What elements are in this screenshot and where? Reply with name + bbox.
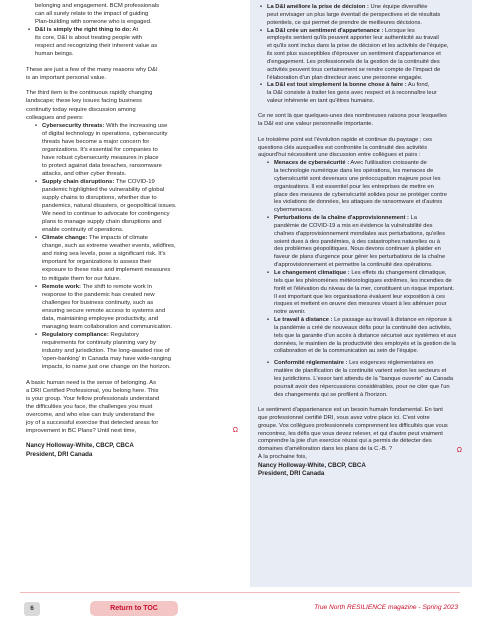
bullet-supply-chain-fr: • Perturbations de la chaîne d'approvisionnement : La pandémie de COVID-19 a mis en évidence la vulnérabilité des chaînes d'approvisionnement mondiales aux perturbations, qu'elles soient dues à des pandémies, à des catastrophes naturelles ou à des problèmes géopolitiques. Nous devons continuer à plaider en faveur de plans d'urgence pour gérer les perturbations de la chaîne d'approvisionnement et permettre la continuité des opérations. — [265, 215, 464, 270]
reasons-paragraph-fr: Ce ne sont là que quelques-unes des nombreuses raisons pour lesquelles la D&I est une valeur personnelle importante. — [258, 113, 447, 128]
signature-name: Nancy Holloway-White, CBCP, CBCA — [26, 442, 134, 450]
footer-divider — [20, 592, 460, 593]
bullet-remote-work-fr: • Le travail à distance : Le passage au travail à distance en réponse à la pandémie a créé de nouveaux défis pour la continuité des activités, tels que la garantie d'un accès à distance sécurisé aux systèmes et aux données, le maintien de la productivité des employés et la gestion de la collaboration et de la communication au sein de l'équipe. — [265, 317, 464, 356]
page-footer — [0, 598, 480, 620]
bullet-right-thing: • D&I is simply the right thing to do: At its core, D&I is about treating people with respect and recognizing their inherent value as human beings. — [26, 26, 244, 58]
closing-paragraph-fr: Le sentiment d'appartenance est un besoin humain fondamental. En tant que professionnel certifié DRI, vous avez votre place ici. C'est votre groupe. Vos collègues professionnels comprennent les difficultés que vous rencontrez, les défis que vous devez relever, et qui d'autre peut vraiment comprendre la joie d'un exercice réussi qui a permis de détecter des domaines d'amélioration dans les plans de la C.-B. ? Ω À la prochaine fois, — [258, 407, 462, 461]
third-item-paragraph-fr: Le troisième point est l'évolution rapide et continue du paysage ; ces questions clés auxquelles est confrontée la continuité des activités aujourd'hui nécessitent une discussion entre collègues et pairs : — [258, 136, 433, 159]
bullet-supply-chain: • Supply chain disruptions: The COVID-19 pandemic highlighted the vulnerability of global supply chains to disruptions, whether due to pandemics, natural disasters, or geopolitical issues. We need to continue to advocate for contingency plans to manage supply chain disruptions and enable continuity of operations. — [33, 178, 244, 234]
right-column-french — [250, 0, 472, 587]
bullet-decision-fr: • La D&I améliore la prise de décision : Une équipe diversifiée peut envisager un plus large éventail de perspectives et de résultats potentiels, ce qui permet de prendre de meilleures décisions. — [258, 4, 464, 28]
signature-title: President, DRI Canada — [26, 450, 93, 458]
bullet-regulatory: • Regulatory compliance: Regulatory requirements for continuity planning vary by industry and jurisdiction. The long-awaited rise of 'open-banking' in Canada may have wide-ranging impacts, to name just one change on the horizon. — [33, 331, 244, 371]
left-column — [26, 2, 244, 459]
omega-end-mark-icon-fr: Ω — [456, 447, 462, 455]
bullet-regulatory-fr: • Conformité réglementaire : Les exigences réglementaires en matière de planification de la continuité varient selon les secteurs et les juridictions. L'essor tant attendu de la "banque ouverte" au Canada pourrait avoir des répercussions considérables, pour ne citer que l'un des changements qui se profilent à l'horizon. — [265, 360, 464, 399]
next-time-fr: À la prochaine fois, — [258, 454, 307, 461]
return-to-toc-button[interactable]: Return to TOC — [90, 601, 178, 616]
bullet-remote-work: • Remote work: The shift to remote work in response to the pandemic has created new challenges for business continuity, such as ensuring secure remote access to systems and data, maintaining employee productivity, and managing team collaboration and communication. — [33, 283, 244, 331]
bullet-belonging-fr: • La D&I crée un sentiment d'appartenance : Lorsque les employés sentent qu'ils peuvent apporter leur authenticité au travail et qu'ils sont inclus dans la prise de décision et les activités de l'équipe, ils sont plus susceptibles d'éprouver un sentiment d'appartenance et d'engagement. Les professionnels de la gestion de la continuité des activités peuvent tous certainement se rendre compte de l'impact de l'élaboration d'un plan directeur avec une personne engagée. — [258, 28, 464, 83]
page-number: 6 — [24, 602, 40, 616]
bullet-right-thing-fr: • La D&I est tout simplement la bonne chose à faire : Au fond, la D&I consiste à traiter les gens avec respect et à reconnaître leur valeur inhérente en tant qu'êtres humains. — [258, 82, 464, 106]
third-item-paragraph: The third item is the continuous rapidly changing landscape; these key issues facing business continuity today require discussion among colleagues and peers: — [26, 90, 153, 121]
signature-name-fr: Nancy Holloway-White, CBCP, CBCA — [258, 461, 366, 469]
bullet-cybersecurity: • Cybersecurity threats: With the increasing use of digital technology in operations, cybersecurity threats have become a major concern for organizations. It's essential for companies to have robust cybersecurity measures in place to protect against data breaches, ransomware attacks, and other cyber threats. — [33, 122, 244, 178]
intro-paragraph: belonging and engagement. BCM professionals can all surely relate to the impact of guiding Plan-building with someone who is engaged. — [35, 3, 160, 26]
bullet-climate-fr: • Le changement climatique : Les effets du changement climatique, tels que les phénomènes météorologiques extrêmes, les incendies de forêt et l'élévation du niveau de la mer, constituent un risque important. Il est important que les organisations évaluent leur exposition à ces risques et mettent en œuvre des mesures visant à les atténuer pour notre avenir. — [265, 270, 464, 317]
omega-end-mark-icon: Ω — [232, 426, 238, 434]
reasons-paragraph: These are just a few of the many reasons why D&I is an important personal value. — [26, 66, 158, 81]
signature-title-fr: President, DRI Canada — [258, 470, 325, 478]
magazine-title: True North RESILIENCE magazine - Spring 2023 — [314, 604, 458, 611]
bullet-climate: • Climate change: The impacts of climate change, such as extreme weather events, wildfires, and rising sea levels, pose a significant risk. It's important for organizations to assess their exposure to these risks and implement measures to mitigate them for our future. — [33, 234, 244, 282]
bullet-cybersecurity-fr: • Menaces de cybersécurité : Avec l'utilisation croissante de la technologie numérique dans les opérations, les menaces de cybersécurité sont devenues une préoccupation majeure pour les organisations. Il est essentiel pour les entreprises de mettre en place des mesures de cybersécurité solides pour se protéger contre les violations de données, les attaques de ransomware et d'autres cybermenaces. — [265, 160, 464, 215]
closing-paragraph: A basic human need is the sense of belonging. As a DRI Certified Professional, you belong here. This is your group. Your fellow professionals understand the difficulties you face, the challenges you must overcome, and who else can truly understand the joy of a successful exercise that detected areas for improvement in BC Plans? Until next time, Ω — [26, 379, 238, 434]
